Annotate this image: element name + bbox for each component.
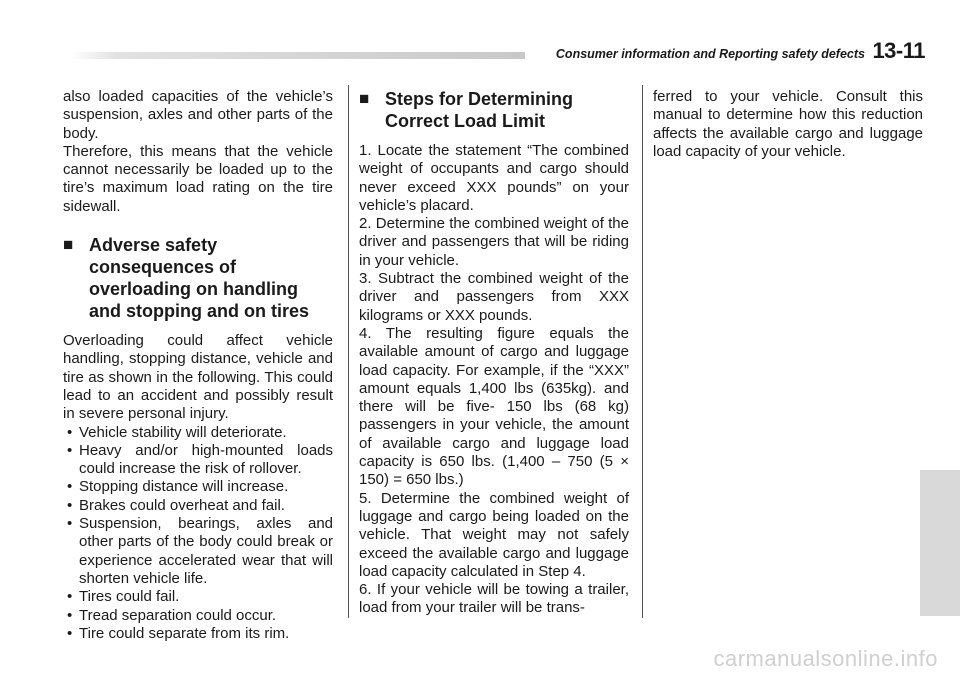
paragraph: ferred to your vehicle. Consult this manual to determine how this reduction affects the available cargo and luggage load capacity of your vehicle. <box>653 88 923 160</box>
chapter-tab <box>920 470 960 616</box>
step-paragraph: 6. If your vehicle will be towing a trailer, load from your trailer will be trans- <box>359 581 629 617</box>
list-item <box>63 625 333 643</box>
section-heading <box>359 88 629 132</box>
paragraph: Therefore, this means that the vehicle cannot necessarily be loaded up to the tire’s maximum load rating on the tire sidewall. <box>63 142 333 215</box>
column-right <box>653 88 923 161</box>
list-item <box>63 424 333 442</box>
bullet-icon: • <box>67 624 73 642</box>
list-item <box>63 497 333 515</box>
list-item <box>63 607 333 625</box>
list-item-text: Brakes could overheat and fail. <box>79 496 285 514</box>
column-divider <box>642 85 643 618</box>
paragraph: Overloading could affect vehicle handling, stopping distance, vehicle and tire as shown in the following. This could lead to an accident and possibly result in severe personal injury. <box>63 332 333 423</box>
step-paragraph: 5. Determine the combined weight of luggage and cargo being loaded on the vehicle. That weight may not safely exceed the available cargo and luggage load capacity calculated in Step 4. <box>359 489 629 580</box>
square-bullet-icon: ■ <box>359 89 370 108</box>
bullet-icon: • <box>67 515 73 533</box>
list-item-text: Tire could separate from its rim. <box>79 624 290 642</box>
header-rule <box>70 52 525 59</box>
step-paragraph: 4. The resulting figure equals the available amount of cargo and luggage load capacity. For example, if the “XXX” amount equals 1,400 lbs (635kg). and there will be five- 150 lbs (68 kg) passengers in your vehicle, the amount of available cargo and luggage load capacity is 650 lbs. (1,400 – 750 (5 × 150) = 650 lbs.) <box>359 324 629 489</box>
page-header <box>556 38 925 64</box>
bullet-icon: • <box>67 606 73 624</box>
list-item-text: Vehicle stability will deteriorate. <box>79 423 287 441</box>
bullet-icon: • <box>67 478 73 496</box>
square-bullet-icon: ■ <box>63 235 74 255</box>
list-item <box>63 442 333 479</box>
step-paragraph: 3. Subtract the combined weight of the driver and passengers from XXX kilograms or XXX pounds. <box>359 270 629 324</box>
step-paragraph: 1. Locate the statement “The combined weight of occupants and cargo should never exceed XXX pounds” on your vehicle’s placard. <box>359 142 629 214</box>
list-item-text: Stopping distance will increase. <box>79 478 289 496</box>
column-left <box>63 88 333 643</box>
column-middle <box>359 88 629 618</box>
list-item <box>63 515 333 588</box>
list-item <box>63 588 333 606</box>
heading-text: Adverse safety consequences of overloading on handling and stopping and on tires <box>89 235 309 322</box>
section-title: Consumer information and Reporting safety defects <box>555 47 865 61</box>
list-item-text: Suspension, bearings, axles and other parts of the body could break or experience accelerated wear that will shorten vehicle life. <box>79 515 333 587</box>
page-number: 13-11 <box>872 38 925 63</box>
list-item-text: Heavy and/or high-mounted loads could increase the risk of rollover. <box>79 441 333 478</box>
bullet-icon: • <box>67 441 73 459</box>
section-heading <box>63 234 333 322</box>
bullet-icon: • <box>67 588 73 606</box>
bullet-icon: • <box>67 423 73 441</box>
paragraph: also loaded capacities of the vehicle’s suspension, axles and other parts of the body. <box>63 88 333 142</box>
column-divider <box>348 85 349 618</box>
heading-text: Steps for Determining Correct Load Limit <box>385 89 574 131</box>
watermark: carmanualsonline.info <box>713 646 938 671</box>
list-item <box>63 478 333 496</box>
bullet-icon: • <box>67 496 73 514</box>
list-item-text: Tread separation could occur. <box>79 606 277 624</box>
list-item-text: Tires could fail. <box>79 588 180 606</box>
step-paragraph: 2. Determine the combined weight of the driver and passengers that will be riding in your vehicle. <box>359 215 629 269</box>
